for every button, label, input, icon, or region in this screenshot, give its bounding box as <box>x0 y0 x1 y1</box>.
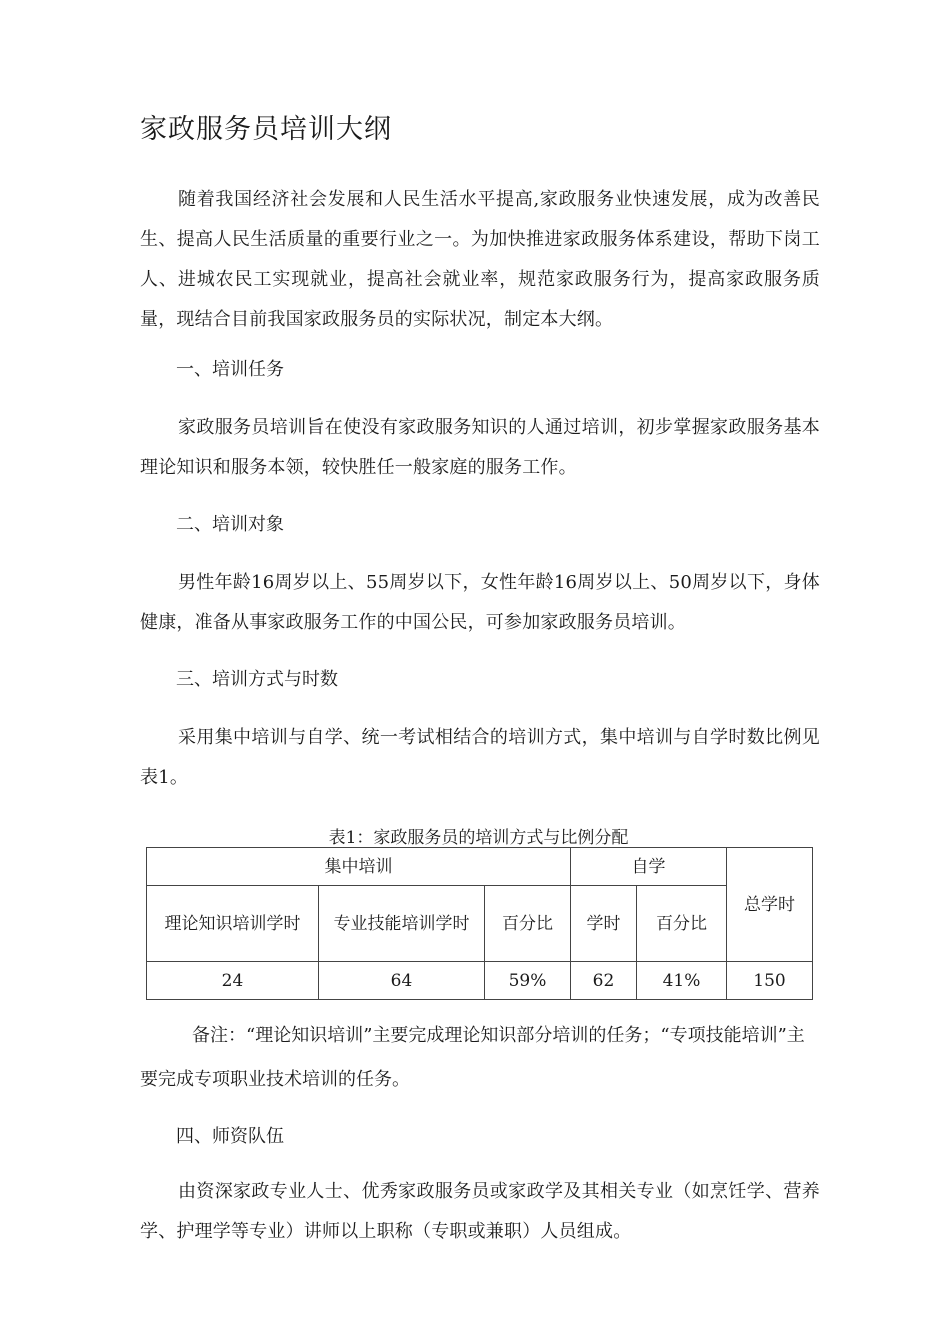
table-caption: 表1：家政服务员的培训方式与比例分配 <box>328 828 629 848</box>
col-header-theory: 理论知识培训学时 <box>147 886 319 962</box>
group-central-header: 集中培训 <box>147 848 571 886</box>
section-heading-1: 一、培训任务 <box>176 359 284 380</box>
section-body-2: 男性年龄16周岁以上、55周岁以下，女性年龄16周岁以上、50周岁以下，身体健康，准备从事家政服务工作的中国公民，可参加家政服务员培训。 <box>140 572 820 633</box>
section-body-3: 采用集中培训与自学、统一考试相结合的培训方式，集中培训与自学时数比例见表1。 <box>140 727 820 788</box>
table-header-row <box>147 886 813 962</box>
cell-skill-hours: 64 <box>319 962 485 1000</box>
col-header-self-percent: 百分比 <box>637 886 727 962</box>
group-self-header: 自学 <box>571 848 727 886</box>
section-heading-4: 四、师资队伍 <box>176 1126 284 1147</box>
section-heading-2: 二、培训对象 <box>176 514 284 535</box>
document-title: 家政服务员培训大纲 <box>140 114 392 145</box>
table-group-row <box>147 848 813 886</box>
cell-self-percent: 41% <box>637 962 727 1000</box>
section-body-1: 家政服务员培训旨在使没有家政服务知识的人通过培训，初步掌握家政服务基本理论知识和服务本领，较快胜任一般家庭的服务工作。 <box>140 417 820 478</box>
table-row <box>147 962 813 1000</box>
total-hours-header: 总学时 <box>727 848 813 962</box>
table-note: 备注：“理论知识培训”主要完成理论知识部分培训的任务；“专项技能培训”主要完成专项职业技术培训的任务。 <box>140 1025 805 1090</box>
cell-central-percent: 59% <box>485 962 571 1000</box>
col-header-skill: 专业技能培训学时 <box>319 886 485 962</box>
cell-theory-hours: 24 <box>147 962 319 1000</box>
cell-total-hours: 150 <box>727 962 813 1000</box>
section-body-4: 由资深家政专业人士、优秀家政服务员或家政学及其相关专业（如烹饪学、营养学、护理学等专业）讲师以上职称（专职或兼职）人员组成。 <box>140 1181 820 1242</box>
intro-paragraph: 随着我国经济社会发展和人民生活水平提高,家政服务业快速发展，成为改善民生、提高人民生活质量的重要行业之一。为加快推进家政服务体系建设，帮助下岗工人、进城农民工实现就业，提高社会就业率，规范家政服务行为，提高家政服务质量，现结合目前我国家政服务员的实际状况，制定本大纲。 <box>140 189 820 330</box>
cell-self-hours: 62 <box>571 962 637 1000</box>
training-table <box>146 847 813 1000</box>
section-heading-3: 三、培训方式与时数 <box>176 669 338 690</box>
col-header-self-hours: 学时 <box>571 886 637 962</box>
col-header-central-percent: 百分比 <box>485 886 571 962</box>
